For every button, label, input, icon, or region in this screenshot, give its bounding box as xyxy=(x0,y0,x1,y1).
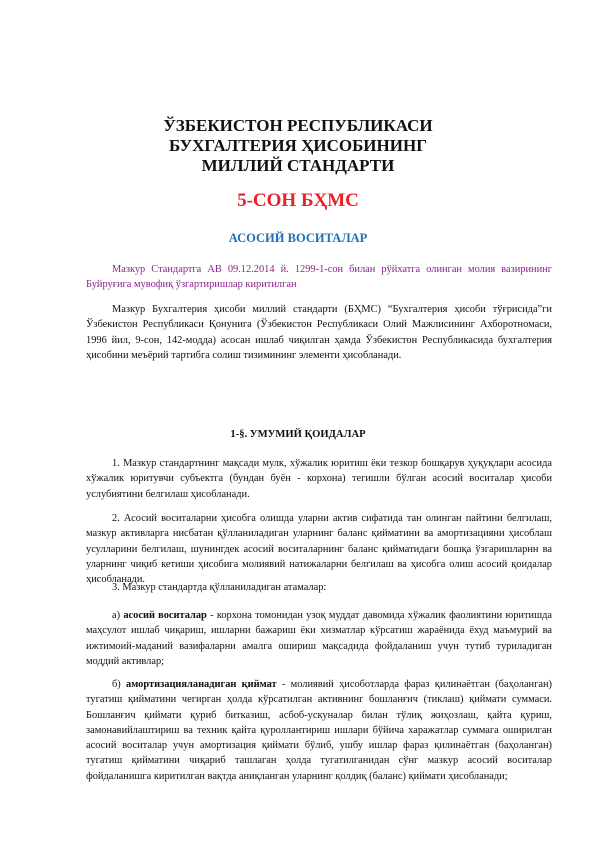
standard-code: 5-СОН БҲМС xyxy=(237,190,359,211)
intro-paragraph: Мазкур Бухгалтерия ҳисоби миллий стандарти (БҲМС) “Бухгалтерия ҳисоби тўғрисида”ги Ўзбекистон Республикаси Қонунига (Ўзбекистон Республикаси Олий Мажлисининг Ахборотномаси, 1996 йил, 9-сон, 142-модда) асосан ишлаб чиқилган ҳамда Ўзбекистон Республикасида бухгалтерия ҳисобини меъёрий тартибга солиш тизимининг элементи ҳисобланади. xyxy=(86,304,552,361)
term-definition-b xyxy=(86,677,552,784)
term-b-prefix: б) xyxy=(112,679,121,690)
term-definition-a xyxy=(86,608,552,669)
document-title-line-3: МИЛЛИЙ СТАНДАРТИ xyxy=(201,156,395,175)
section-heading: 1-§. УМУМИЙ ҚОИДАЛАР xyxy=(230,429,366,440)
document-title-line-2: БУХГАЛТЕРИЯ ҲИСОБИНИНГ xyxy=(168,136,428,155)
paragraph-2: 2. Асосий воситаларни ҳисобга олишда уларни актив сифатида тан олинган пайтини белгилаш, мазкур активларга нисбатан қўлланиладиган уларнинг баланс қийматини ва амортизацияни ҳисоблаш усулларини белгилаш, шунингдек асосий воситаларнинг баланс қийматидаги бошқа ўзгаришларнн ва уларнинг чиқиб кетиши ҳисобига молиявий натижаларни белгилаш ва ҳисобга олиш асосий қоидалар ҳисобланади. xyxy=(86,513,552,586)
term-a-term: асосий воситалар xyxy=(123,610,207,621)
paragraph-3: 3. Мазкур стандартда қўлланиладиган атамалар: xyxy=(112,582,327,593)
term-b-term: амортизацияланадиган қиймат xyxy=(126,679,277,690)
document-title-line-1: ЎЗБЕКИСТОН РЕСПУБЛИКАСИ xyxy=(163,116,433,135)
term-a-prefix: а) xyxy=(112,610,121,621)
standard-name: АСОСИЙ ВОСИТАЛАР xyxy=(228,231,368,245)
paragraph-1: 1. Мазкур стандартнинг мақсади мулк, хўжалик юритиш ёки тезкор бошқарув ҳуқуқлари асосида хўжалик юритувчи субъектга (бундан буён - корхона) тегишли бўлган асосий воситалар ҳисоби услубиятини белгилаш ҳисобланади. xyxy=(86,458,552,500)
term-b-text: - молиявий ҳисоботларда фараз қилинаётган (баҳоланган) тугатиш қийматини чегирган ҳолда кўрсатилган активнинг бошланғич (тиклаш) қиймати суммаси. Бошланғич қиймати қуриб битказиш, асбоб-ускуналар билан тўлиқ жиҳозлаш, қайта қуриш, замонавийлаштириш ва техник қайта қуроллантириш ишлари бўйича харажатлар суммага оширилган асосий воситалар учун амортизация қиймати бўлиб, ушбу ишлар фараз қилинаётган (баҳоланган) тугатиш қийматини чиқариб ташлаган ҳолда тугатилганидан сўнг мазкур асосий воситалар фойдаланишга киритилган вақтда аниқланган уларнинг қолдиқ (баланс) қиймати ҳисобланади; xyxy=(86,679,553,782)
term-a-text: - корхона томонидан узоқ муддат давомида хўжалик фаолиятини юритишда маҳсулот ишлаб чиқариш, ишларни бажариш ёки хизматлар кўрсатиш жараёнида ёхуд маъмурий ва ижтимоий-маданий вазифаларни амалга ошириш мақсадида фойдаланиш учун тутиб туриладиган моддий активлар; xyxy=(86,610,552,667)
registration-note: Мазкур Стандартга АВ 09.12.2014 й. 1299-1-сон билан рўйхатга олинган молия вазирининг Буйруғига мувофиқ ўзгартиришлар киритилган xyxy=(86,264,552,291)
